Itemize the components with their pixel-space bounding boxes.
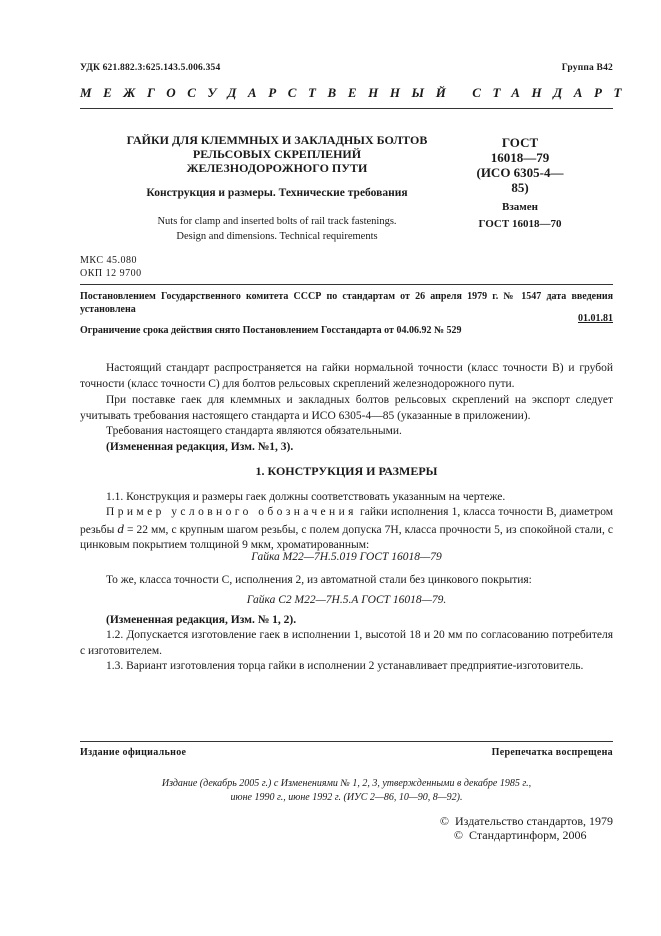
copyright-publisher-2006: Стандартинформ, 2006	[469, 828, 587, 842]
copyright-icon: ©	[439, 814, 449, 828]
english-title-line-1: Nuts for clamp and inserted bolts of rail track fastenings.	[157, 216, 397, 227]
replaces-label: Взамен	[502, 201, 538, 213]
intro-edit-note: (Измененная редакция, Изм. №1, 3).	[106, 441, 294, 453]
intro-paragraph-2: При поставке гаек для клеммных и закладных болтов рельсовых скреплений на экспорт следует учитывать требования настоящего стандарта и ИСО 6305-4—85 (указанные в приложении).	[80, 394, 613, 422]
introduction-date: 01.01.81	[578, 313, 613, 324]
section-1-edit-note: (Измененная редакция, Изм. № 1, 2).	[106, 614, 297, 626]
designation-example-paragraph	[80, 505, 613, 554]
title-line-3: ЖЕЛЕЗНОДОРОЖНОГО ПУТИ	[186, 161, 368, 175]
classification-codes	[80, 254, 142, 280]
validity-limit-note: Ограничение срока действия снято Постановлением Госстандарта от 04.06.92 № 529	[80, 325, 462, 336]
clause-1-1: 1.1. Конструкция и размеры гаек должны соответствовать указанным на чертеже.	[106, 491, 506, 503]
edition-note-line-1: Издание (декабрь 2005 г.) с Изменениями № 1, 2, 3, утвержденными в декабре 1985 г.,	[161, 778, 532, 789]
document-title	[112, 133, 442, 175]
header-divider	[80, 108, 613, 109]
copyright-block	[440, 814, 613, 842]
reprint-prohibited-label: Перепечатка воспрещена	[491, 747, 613, 758]
edition-note-line-2: июне 1990 г., июне 1992 г. (ИУС 2—86, 10—90, 8—92).	[230, 792, 463, 803]
replaced-standard: ГОСТ 16018—70	[478, 218, 562, 230]
example-term: Пример условного обозначения	[106, 506, 357, 518]
document-subtitle: Конструкция и размеры. Технические требования	[146, 187, 408, 199]
footer-divider	[80, 741, 613, 742]
copyright-icon: ©	[453, 828, 463, 842]
group-code: Группа В42	[561, 63, 613, 73]
udk-code: УДК 621.882.3:625.143.5.006.354	[80, 63, 221, 73]
mks-code: МКС 45.080	[80, 255, 137, 266]
edition-note	[80, 777, 613, 805]
clause-1-3: 1.3. Вариант изготовления торца гайки в исполнении 2 устанавливает предприятие-изготовитель.	[106, 660, 584, 672]
copyright-line-1	[440, 814, 613, 828]
iso-number: (ИСО 6305-4—85)	[476, 165, 564, 195]
example-text-part-1: гайки исполнения 1, класса точности В, диаметром резьбы	[80, 506, 613, 536]
standard-banner: МЕЖГОСУДАРСТВЕННЫЙ СТАНДАРТ	[80, 85, 634, 100]
codes-divider	[80, 284, 613, 285]
designation-example-2: Гайка С2 М22—7Н.5.А ГОСТ 16018—79.	[246, 594, 447, 606]
diameter-symbol: d	[117, 520, 124, 536]
replaces-block	[460, 199, 580, 233]
designation-example-1: Гайка М22—7Н.5.019 ГОСТ 16018—79	[251, 551, 442, 563]
title-line-2: РЕЛЬСОВЫХ СКРЕПЛЕНИЙ	[192, 147, 362, 161]
english-title-line-2: Design and dimensions. Technical requirements	[176, 231, 378, 242]
english-title	[112, 214, 442, 244]
decree-text: Постановлением Государственного комитета СССР по стандартам от 26 апреля 1979 г. № 1547 дата введения установлена	[80, 291, 613, 315]
same-but-paragraph: То же, класса точности С, исполнения 2, из автоматной стали без цинкового покрытия:	[106, 574, 532, 586]
gost-number-block	[470, 135, 570, 195]
intro-paragraph-1: Настоящий стандарт распространяется на гайки нормальной точности (класс точности В) и грубой точности (класс точности С) для болтов рельсовых скреплений железнодорожного пути.	[80, 362, 613, 390]
clause-1-2: 1.2. Допускается изготовление гаек в исполнении 1, высотой 18 и 20 мм по согласованию потребителя с изготовителем.	[80, 629, 613, 657]
okp-code: ОКП 12 9700	[80, 268, 142, 279]
intro-paragraph-3: Требования настоящего стандарта являются обязательными.	[106, 425, 402, 437]
copyright-publisher-1979: Издательство стандартов, 1979	[455, 814, 613, 828]
title-line-1: ГАЙКИ ДЛЯ КЛЕММНЫХ И ЗАКЛАДНЫХ БОЛТОВ	[126, 133, 428, 147]
gost-number: 16018—79	[490, 150, 550, 165]
example-text-part-2: = 22 мм, с крупным шагом резьбы, с полем допуска 7Н, класса прочности 5, из спокойной стали, с цинковым покрытием толщиной 9 мкм, хроматированным:	[80, 523, 613, 552]
copyright-line-2	[440, 828, 613, 842]
official-edition-label: Издание официальное	[80, 747, 187, 758]
section-1-heading: 1. КОНСТРУКЦИЯ И РАЗМЕРЫ	[255, 464, 438, 478]
gost-label: ГОСТ	[501, 135, 539, 150]
